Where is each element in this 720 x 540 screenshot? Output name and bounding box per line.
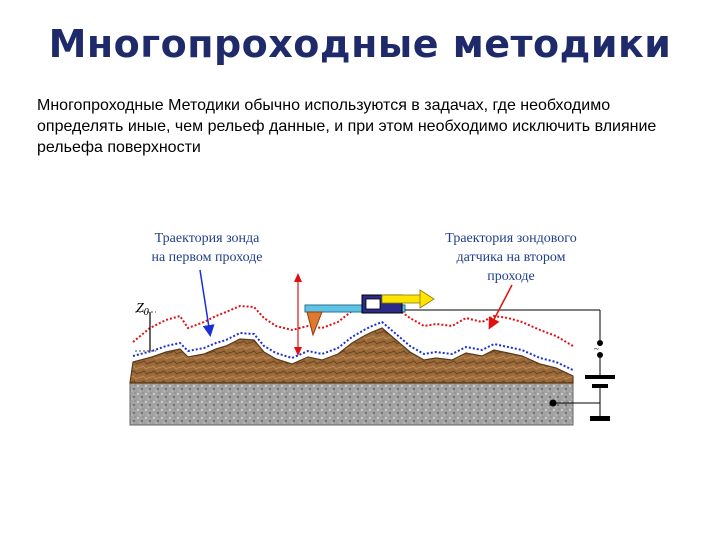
second-pass-label-line3: проходе	[487, 269, 535, 284]
first-pass-pointer	[200, 270, 210, 334]
scan-direction-arrow	[382, 295, 422, 303]
probe-tip	[307, 312, 322, 335]
battery-plate-short	[592, 384, 608, 388]
intro-paragraph: Многопроходные Методики обычно используются в задачах, где необходимо определять иные, чем рельеф данные, и при этом необходимо исключить влияние рельефа поверхности	[37, 97, 657, 156]
z0-label: $Z_0$	[136, 301, 149, 318]
first-pass-label-line2: на первом проходе	[151, 250, 263, 265]
battery-plate-long	[585, 375, 615, 379]
second-pass-pointer	[490, 285, 512, 327]
substrate-block	[130, 383, 573, 425]
surface-relief	[130, 328, 573, 383]
first-pass-label-line1: Траектория зонда	[154, 231, 260, 246]
svg-text:~: ~	[594, 344, 599, 354]
substrate-contact	[550, 400, 557, 407]
second-pass-label-line2: датчика на втором	[456, 250, 566, 265]
second-pass-label-line1: Траектория зондового	[445, 231, 577, 246]
ground-symbol	[590, 416, 610, 421]
page-title: Многопроходные методики	[48, 22, 672, 66]
